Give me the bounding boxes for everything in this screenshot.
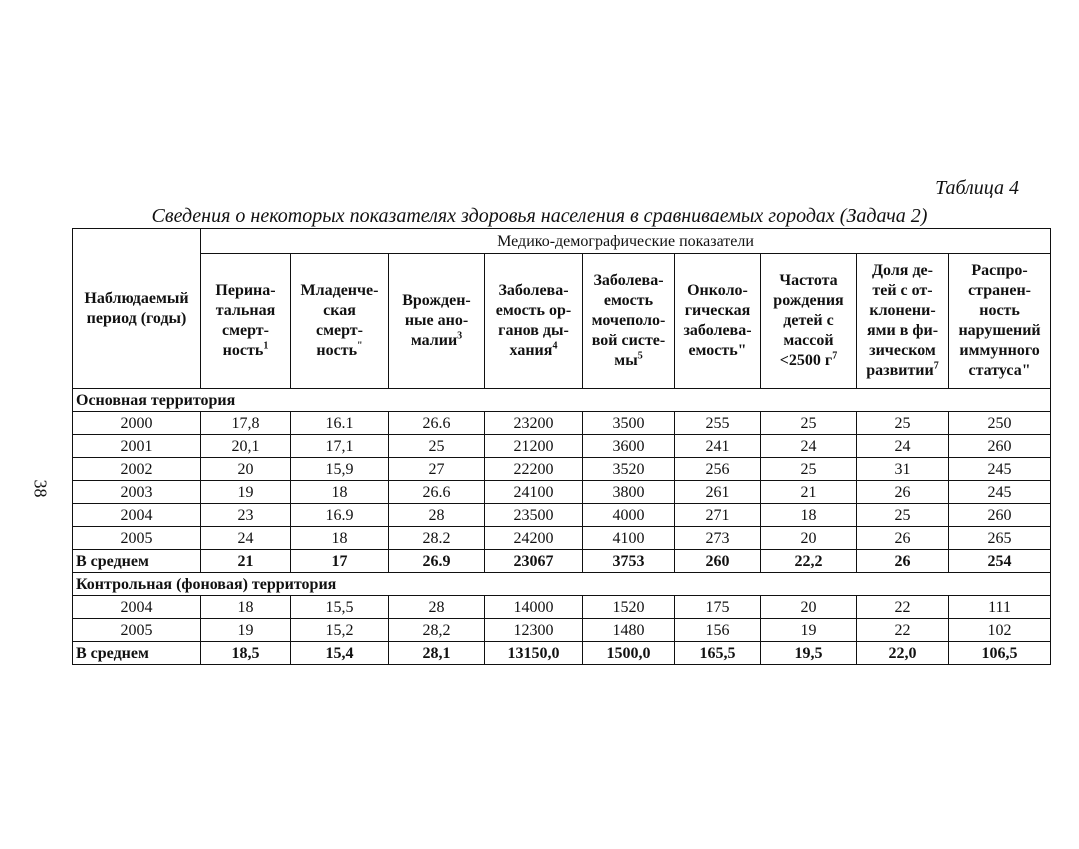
column-header-line: ность — [222, 342, 264, 359]
average-label: В среднем — [73, 550, 201, 573]
table-row — [73, 527, 1051, 550]
table-cell: 245 — [949, 458, 1051, 481]
table-row — [73, 412, 1051, 435]
average-cell: 254 — [949, 550, 1051, 573]
average-cell: 21 — [201, 550, 291, 573]
footnote-mark: 4 — [552, 340, 558, 352]
row-year: 2005 — [73, 619, 201, 642]
section-row — [73, 573, 1051, 596]
table-cell: 3600 — [583, 435, 675, 458]
column-header-line: смерт- — [316, 322, 363, 339]
column-header-line: статуса" — [968, 362, 1031, 379]
average-cell: 260 — [675, 550, 761, 573]
table-cell: 241 — [675, 435, 761, 458]
table-cell: 12300 — [485, 619, 583, 642]
table-cell: 245 — [949, 481, 1051, 504]
column-header-line: Распро- — [971, 262, 1028, 279]
column-header-line: малии — [410, 332, 458, 349]
column-header-line: массой — [783, 332, 834, 349]
average-cell: 3753 — [583, 550, 675, 573]
average-cell: 28,1 — [389, 642, 485, 665]
table-cell: 26.6 — [389, 481, 485, 504]
column-header-line: тей с от- — [872, 282, 933, 299]
column-header-line: рождения — [773, 292, 844, 309]
table-cell: 26 — [857, 481, 949, 504]
table-cell: 24 — [857, 435, 949, 458]
column-header-line: заболева- — [683, 322, 752, 339]
table-cell: 31 — [857, 458, 949, 481]
table-cell: 260 — [949, 504, 1051, 527]
table-cell: 15,5 — [291, 596, 389, 619]
table-cell: 25 — [761, 412, 857, 435]
row-year: 2004 — [73, 504, 201, 527]
row-year: 2001 — [73, 435, 201, 458]
table-cell: 3520 — [583, 458, 675, 481]
table-cell: 102 — [949, 619, 1051, 642]
table-cell: 15,9 — [291, 458, 389, 481]
row-year: 2003 — [73, 481, 201, 504]
table-cell: 271 — [675, 504, 761, 527]
column-header-line: емость" — [688, 342, 747, 359]
column-header-5 — [583, 254, 675, 389]
column-header-4 — [485, 254, 583, 389]
average-cell: 15,4 — [291, 642, 389, 665]
column-header-line: смерт- — [222, 322, 269, 339]
table-cell: 18 — [291, 527, 389, 550]
column-header-line: Врожден- — [402, 292, 471, 309]
table-cell: 4100 — [583, 527, 675, 550]
column-header-line: Онколо- — [687, 282, 748, 299]
column-header-line: Заболева- — [498, 282, 569, 299]
column-header-line: ями в фи- — [866, 322, 939, 339]
table-cell: 111 — [949, 596, 1051, 619]
table-cell: 17,8 — [201, 412, 291, 435]
column-header-line: мы — [614, 352, 638, 369]
table-row — [73, 458, 1051, 481]
column-header-7 — [761, 254, 857, 389]
column-header-line: детей с — [783, 312, 834, 329]
table-label: Таблица 4 — [935, 177, 1019, 199]
average-cell: 165,5 — [675, 642, 761, 665]
average-row — [73, 550, 1051, 573]
table-cell: 18 — [761, 504, 857, 527]
table-cell: 175 — [675, 596, 761, 619]
column-header-3 — [389, 254, 485, 389]
row-year: 2000 — [73, 412, 201, 435]
table-cell: 4000 — [583, 504, 675, 527]
group-header: Медико-демографические показатели — [201, 229, 1051, 254]
column-header-line: Доля де- — [872, 262, 933, 279]
column-header-line: Заболева- — [593, 272, 664, 289]
average-cell: 106,5 — [949, 642, 1051, 665]
column-header-line: тальная — [215, 302, 276, 319]
average-cell: 23067 — [485, 550, 583, 573]
table-cell: 1520 — [583, 596, 675, 619]
column-header-2 — [291, 254, 389, 389]
column-header-1 — [201, 254, 291, 389]
column-header-line: гическая — [684, 302, 751, 319]
table-cell: 265 — [949, 527, 1051, 550]
footnote-mark: 1 — [263, 340, 269, 352]
table-cell: 1480 — [583, 619, 675, 642]
table-cell: 260 — [949, 435, 1051, 458]
table-cell: 255 — [675, 412, 761, 435]
table-cell: 250 — [949, 412, 1051, 435]
table-cell: 25 — [857, 504, 949, 527]
column-header-line: Перина- — [215, 282, 276, 299]
column-header-line: нарушений — [958, 322, 1041, 339]
table-cell: 24100 — [485, 481, 583, 504]
table-cell: 22 — [857, 596, 949, 619]
footnote-mark: " — [357, 340, 363, 352]
table-cell: 20 — [201, 458, 291, 481]
table-cell: 28 — [389, 596, 485, 619]
table-cell: 25 — [389, 435, 485, 458]
footnote-mark: 5 — [637, 350, 643, 362]
page-number: 38 — [30, 479, 51, 498]
table-row — [73, 435, 1051, 458]
column-header-line: ные ано- — [404, 312, 469, 329]
footnote-mark: 7 — [933, 360, 939, 372]
table-cell: 261 — [675, 481, 761, 504]
table-cell: 14000 — [485, 596, 583, 619]
table-cell: 20 — [761, 596, 857, 619]
column-header-6 — [675, 254, 761, 389]
table-cell: 18 — [201, 596, 291, 619]
column-header-line: ская — [323, 302, 356, 319]
table-cell: 20 — [761, 527, 857, 550]
table-cell: 15,2 — [291, 619, 389, 642]
average-cell: 19,5 — [761, 642, 857, 665]
column-header-line: клонени- — [869, 302, 936, 319]
table-cell: 17,1 — [291, 435, 389, 458]
table-cell: 26.6 — [389, 412, 485, 435]
table-cell: 23 — [201, 504, 291, 527]
table-cell: 19 — [201, 619, 291, 642]
column-header-line: ганов ды- — [498, 322, 569, 339]
average-cell: 18,5 — [201, 642, 291, 665]
average-cell: 13150,0 — [485, 642, 583, 665]
section-title: Контрольная (фоновая) территория — [73, 573, 1051, 596]
table-row — [73, 619, 1051, 642]
row-year: 2005 — [73, 527, 201, 550]
column-header-line: мочеполо- — [591, 312, 666, 329]
column-header-line: ность — [316, 342, 358, 359]
table-row — [73, 504, 1051, 527]
column-header-line: иммунного — [959, 342, 1040, 359]
table-cell: 25 — [761, 458, 857, 481]
footnote-mark: 3 — [457, 330, 463, 342]
section-title: Основная территория — [73, 389, 1051, 412]
table-cell: 19 — [201, 481, 291, 504]
column-header-line: ность — [979, 302, 1020, 319]
table-cell: 26 — [857, 527, 949, 550]
average-cell: 22,2 — [761, 550, 857, 573]
table-cell: 28 — [389, 504, 485, 527]
table-cell: 20,1 — [201, 435, 291, 458]
table-cell: 3800 — [583, 481, 675, 504]
table-cell: 19 — [761, 619, 857, 642]
data-table — [72, 228, 1051, 665]
table-cell: 18 — [291, 481, 389, 504]
table-cell: 27 — [389, 458, 485, 481]
average-row — [73, 642, 1051, 665]
table-row — [73, 596, 1051, 619]
period-header: Наблюдаемый период (годы) — [73, 229, 201, 389]
row-year: 2004 — [73, 596, 201, 619]
column-header-line: вой систе- — [591, 332, 666, 349]
column-header-9 — [949, 254, 1051, 389]
table-cell: 24 — [761, 435, 857, 458]
table-cell: 28,2 — [389, 619, 485, 642]
average-cell: 22,0 — [857, 642, 949, 665]
column-header-line: развитии — [866, 362, 934, 379]
section-row — [73, 389, 1051, 412]
table-cell: 16.9 — [291, 504, 389, 527]
column-header-line: <2500 г — [779, 352, 833, 369]
average-cell: 26 — [857, 550, 949, 573]
average-cell: 17 — [291, 550, 389, 573]
column-header-line: емость — [603, 292, 654, 309]
column-header-line: странен- — [968, 282, 1031, 299]
table-cell: 21 — [761, 481, 857, 504]
column-header-line: Младенче- — [300, 282, 379, 299]
table-cell: 23200 — [485, 412, 583, 435]
average-cell: 1500,0 — [583, 642, 675, 665]
average-label: В среднем — [73, 642, 201, 665]
table-cell: 22200 — [485, 458, 583, 481]
column-header-line: хания — [509, 342, 553, 359]
table-cell: 256 — [675, 458, 761, 481]
table-cell: 156 — [675, 619, 761, 642]
table-cell: 24 — [201, 527, 291, 550]
table-cell: 16.1 — [291, 412, 389, 435]
column-header-8 — [857, 254, 949, 389]
table-row — [73, 481, 1051, 504]
column-header-line: Частота — [779, 272, 838, 289]
table-caption: Сведения о некоторых показателях здоровья населения в сравниваемых городах (Задача 2) — [151, 205, 928, 227]
table-cell: 22 — [857, 619, 949, 642]
table-cell: 25 — [857, 412, 949, 435]
column-header-line: емость ор- — [495, 302, 572, 319]
row-year: 2002 — [73, 458, 201, 481]
table-cell: 273 — [675, 527, 761, 550]
table-cell: 24200 — [485, 527, 583, 550]
column-header-line: зическом — [869, 342, 936, 359]
table-cell: 28.2 — [389, 527, 485, 550]
table-cell: 3500 — [583, 412, 675, 435]
table-cell: 21200 — [485, 435, 583, 458]
footnote-mark: 7 — [832, 350, 838, 362]
table-cell: 23500 — [485, 504, 583, 527]
average-cell: 26.9 — [389, 550, 485, 573]
